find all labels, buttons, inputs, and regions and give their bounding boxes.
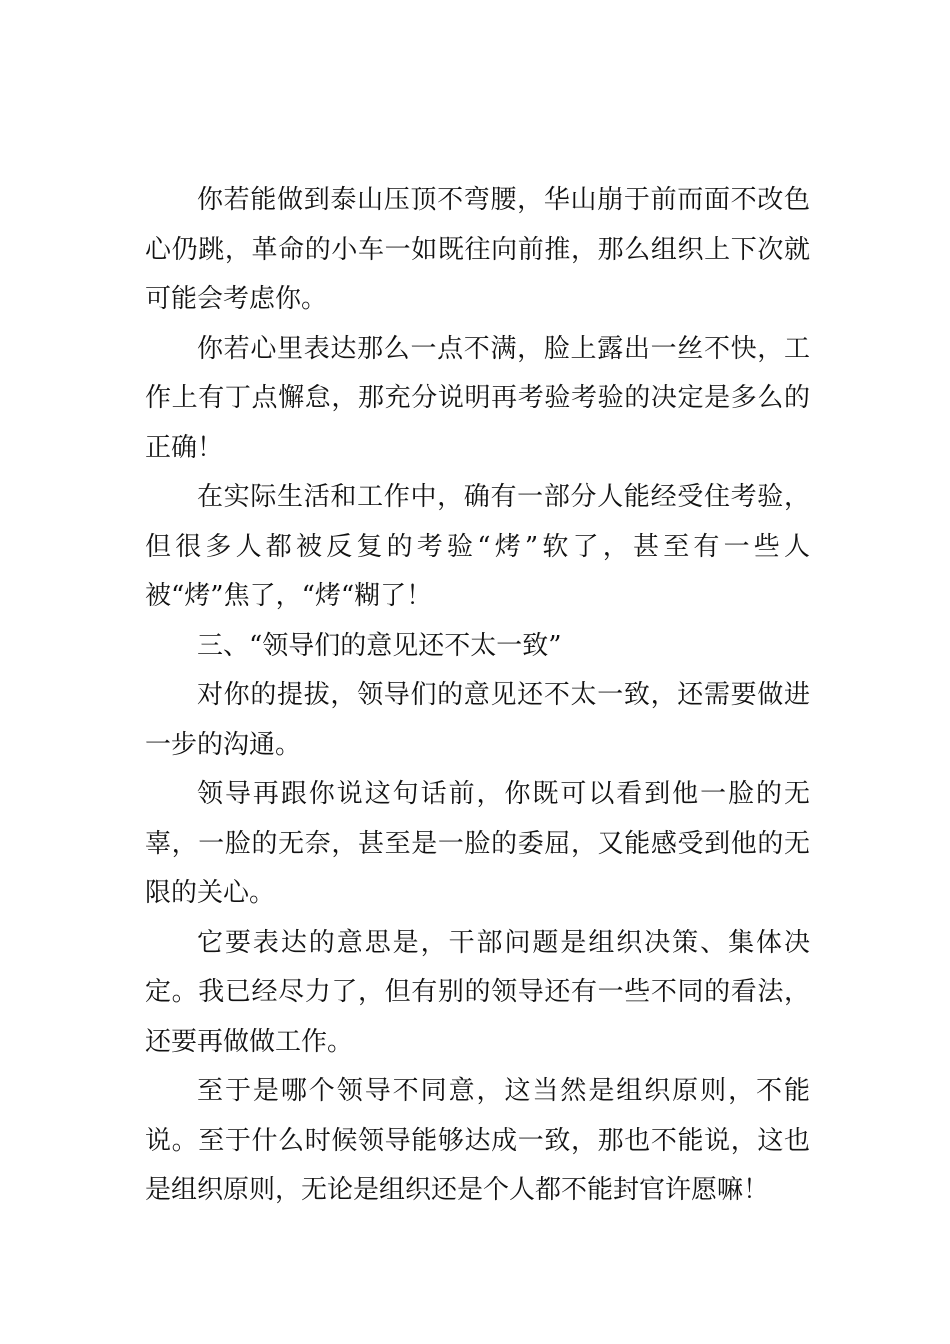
paragraph-7: 至于是哪个领导不同意，这当然是组织原则，不能说。至于什么时候领导能够达成一致，那也不能说，这也是组织原则，无论是组织还是个人都不能封官许愿嘛！ [145,1076,810,1205]
paragraph-6: 它要表达的意思是，干部问题是组织决策、集体决定。我已经尽力了，但有别的领导还有一些不同的看法，还要再做做工作。 [145,927,810,1057]
section-heading-3: 三、“领导们的意见还不太一致” [197,630,562,661]
paragraph-4: 对你的提拔，领导们的意见还不太一致，还需要做进一步的沟通。 [145,680,810,760]
document-body [145,176,810,1216]
paragraph-5: 领导再跟你说这句话前，你既可以看到他一脸的无辜，一脸的无奈，甚至是一脸的委屈，又能感受到他的无限的关心。 [145,779,810,908]
paragraph-2: 你若心里表达那么一点不满，脸上露出一丝不快，工作上有丁点懈怠，那充分说明再考验考验的决定是多么的正确！ [145,333,810,463]
paragraph-3: 在实际生活和工作中，确有一部分人能经受住考验，但很多人都被反复的考验“烤”软了，甚至有一些人被“烤”焦了，“烤“糊了！ [145,482,810,611]
paragraph-1: 你若能做到泰山压顶不弯腰，华山崩于前而面不改色心仍跳，革命的小车一如既往向前推，那么组织上下次就可能会考虑你。 [145,185,810,314]
